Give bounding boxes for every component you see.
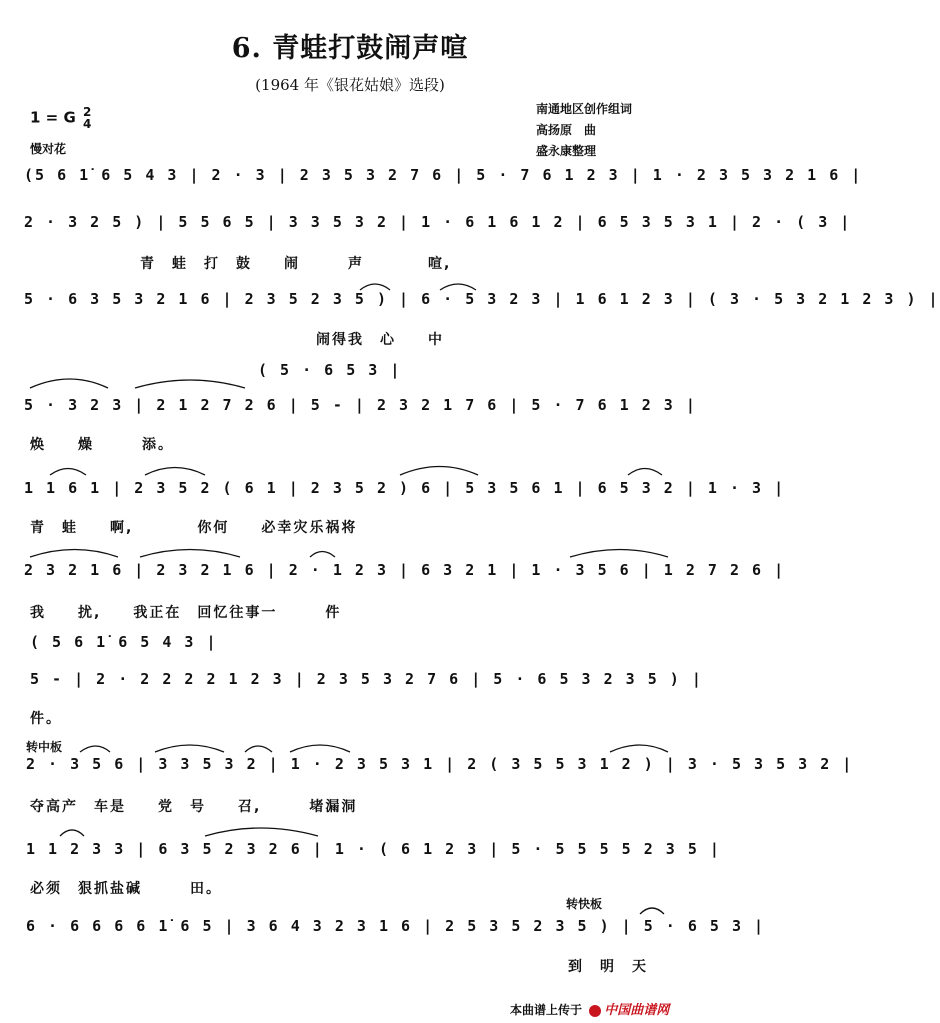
- slur-arc: [570, 550, 668, 558]
- credit-composer: 高扬原 曲: [536, 123, 597, 137]
- slur-arc: [628, 469, 662, 476]
- score-line-1: (5 6 1̇ 6 5 4 3 | 2 · 3 | 2 3 5 3 2 7 6 | 5 · 7 6 1 2 3 | 1 · 2 3 5 3 2 1 6 |: [24, 166, 863, 184]
- slur-arc: [400, 467, 478, 476]
- slur-arc: [80, 746, 110, 752]
- slur-arc: [135, 380, 245, 388]
- slur-arc: [610, 745, 668, 752]
- score-line-10: 2 · 3 5 6 | 3 3 5 3 2 | 1 · 2 3 5 3 1 | 2 ( 3 5 5 3 1 2 ) | 3 · 5 3 5 3 2 |: [26, 755, 854, 773]
- slur-arc: [205, 828, 318, 836]
- lyric-line-2: 青 蛙 打 鼓 闹 声 喧,: [140, 256, 452, 272]
- time-signature: [83, 106, 91, 130]
- slur-arc: [310, 552, 335, 558]
- lyric-line-11: 必须 狠抓盐碱 田。: [30, 881, 222, 897]
- site-logo-text: 中国曲谱网: [604, 1003, 670, 1018]
- score-line-8: ( 5 6 1̇ 6 5 4 3 |: [30, 633, 218, 651]
- slur-arc: [50, 469, 86, 476]
- lyric-line-10: 夺高产 车是 党 号 召, 堵漏洞: [30, 799, 358, 815]
- score-line-11: 1 1 2 3 3 | 6 3 5 2 3 2 6 | 1 · ( 6 1 2 3 | 5 · 5 5 5 5 2 3 5 |: [26, 840, 721, 858]
- slur-arc: [30, 550, 118, 558]
- lyric-line-7: 我 扰, 我正在 回忆往事一 件: [30, 605, 342, 621]
- score-line-7: 2 3 2 1 6 | 2 3 2 1 6 | 2 · 1 2 3 | 6 3 2 1 | 1 · 3 5 6 | 1 2 7 2 6 |: [24, 561, 786, 579]
- credit-arranger: 盛永康整理: [536, 144, 597, 158]
- slur-arc: [145, 468, 205, 476]
- time-bottom: 4: [83, 117, 92, 131]
- page-subtitle: (1964 年《银花姑娘》选段): [255, 76, 445, 94]
- score-line-3: 5 · 6 3 5 3 2 1 6 | 2 3 5 2 3 5 ) | 6 · 5 3 2 3 | 1 6 1 2 3 | ( 3 · 5 3 2 1 2 3 ) |: [24, 290, 940, 308]
- lyric-line-9: 件。: [30, 711, 62, 727]
- score-line-6: 1 1 6 1 | 2 3 5 2 ( 6 1 | 2 3 5 2 ) 6 | 5 3 5 6 1 | 6 5 3 2 | 1 · 3 |: [24, 479, 786, 497]
- footer-text: 本曲谱上传于: [510, 1003, 583, 1017]
- key-signature: [30, 106, 91, 130]
- slur-arc: [245, 746, 272, 752]
- tempo-change-medium: 转中板: [26, 740, 63, 754]
- slur-arc: [140, 550, 240, 558]
- tempo-change-fast: 转快板: [566, 897, 603, 911]
- page-title: 6. 青蛙打鼓闹声喧: [231, 33, 469, 64]
- slur-arc: [60, 830, 84, 836]
- key-label: 1 = G: [30, 108, 76, 127]
- lyric-line-12: 到 明 天: [568, 959, 648, 975]
- credit-lyricist: 南通地区创作组词: [536, 102, 633, 116]
- lyric-line-3: 闹得我 心 中: [316, 332, 444, 348]
- time-top: 2: [83, 105, 92, 119]
- score-line-4: ( 5 · 6 5 3 |: [258, 361, 402, 379]
- score-line-2: 2 · 3 2 5 ) | 5 5 6 5 | 3 3 5 3 2 | 1 · 6 1 6 1 2 | 6 5 3 5 3 1 | 2 · ( 3 |: [24, 213, 852, 231]
- lyric-line-6: 青 蛙 啊, 你何 必幸灾乐祸将: [30, 520, 358, 536]
- score-line-5: 5 · 3 2 3 | 2 1 2 7 2 6 | 5 - | 2 3 2 1 7 6 | 5 · 7 6 1 2 3 |: [24, 396, 697, 414]
- score-line-12: 6 · 6 6 6 6 1̇ 6 5 | 3 6 4 3 2 3 1 6 | 2 5 3 5 2 3 5 ) | 5 · 6 5 3 |: [26, 917, 766, 935]
- lyric-line-5: 焕 燥 添。: [30, 437, 174, 453]
- slur-arc: [155, 745, 224, 752]
- slur-arc: [30, 379, 108, 388]
- tempo-marking: 慢对花: [30, 142, 67, 156]
- site-logo-icon: [589, 1005, 601, 1017]
- slur-arc: [290, 745, 350, 752]
- score-line-9: 5 - | 2 · 2 2 2 2 1 2 3 | 2 3 5 3 2 7 6 | 5 · 6 5 3 2 3 5 ) |: [30, 670, 703, 688]
- slur-arc: [640, 908, 664, 914]
- footer: [510, 999, 669, 1018]
- site-logo[interactable]: [586, 999, 669, 1018]
